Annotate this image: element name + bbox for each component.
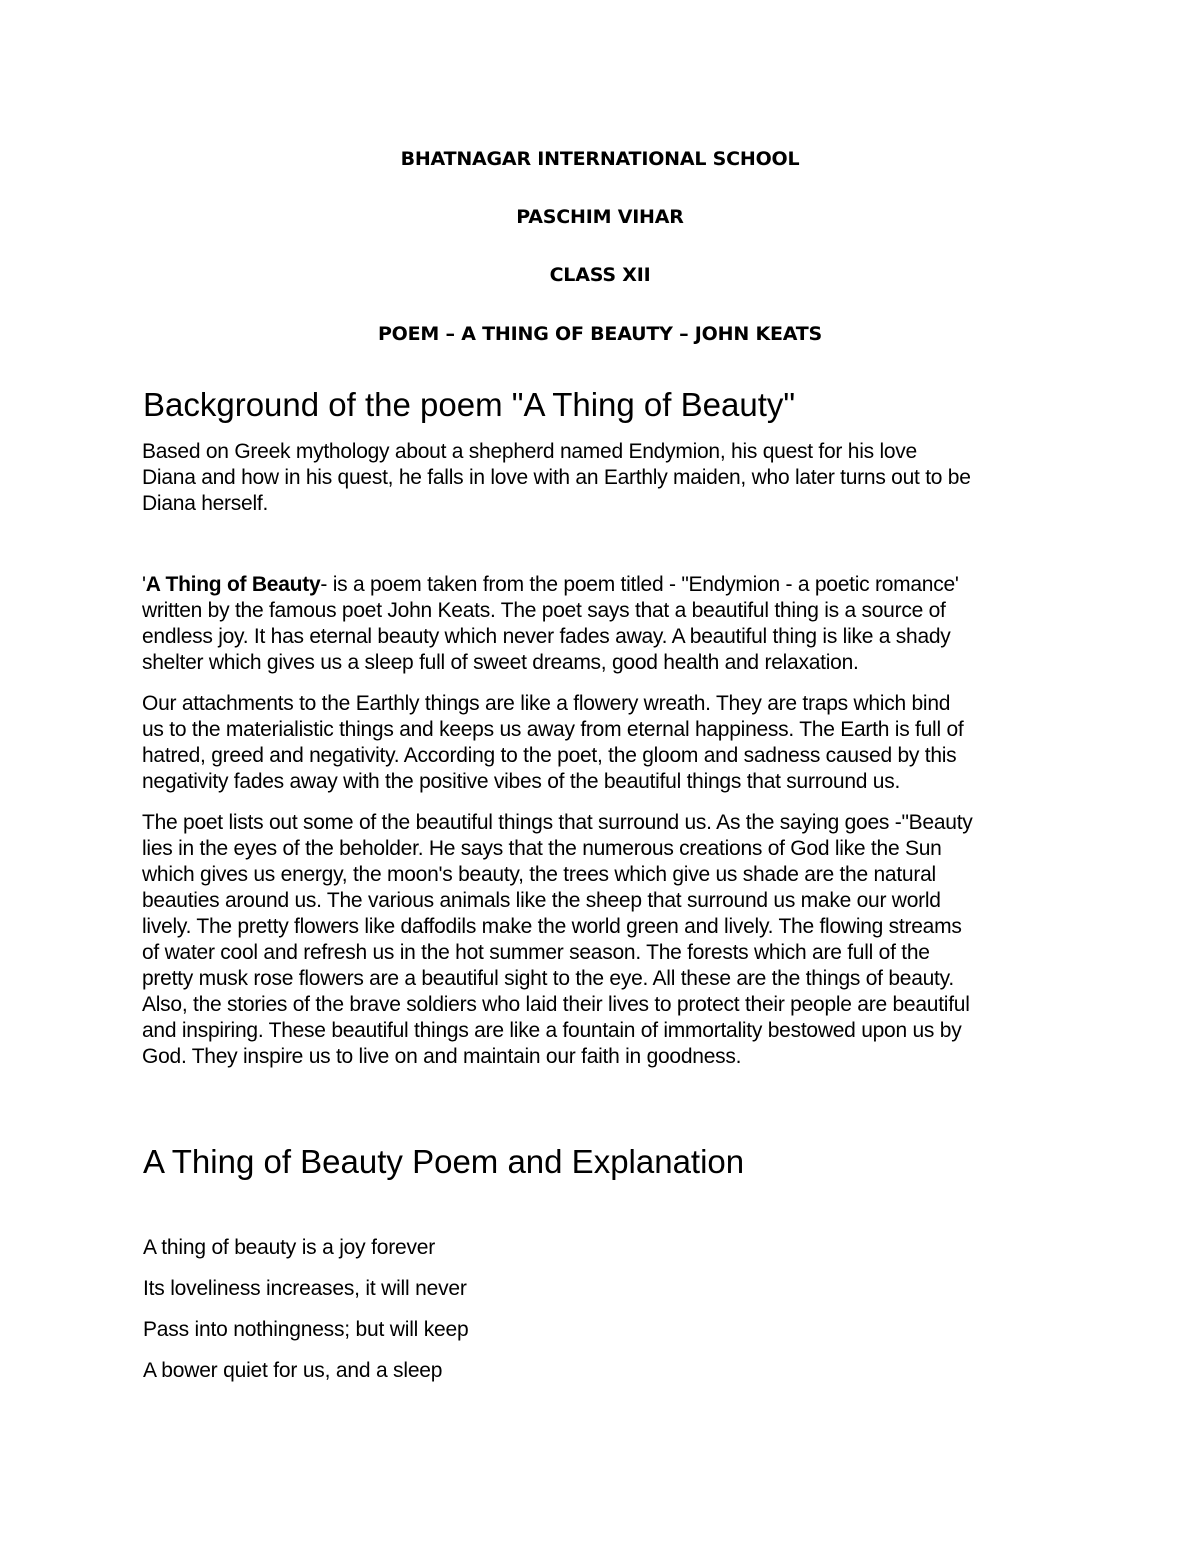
paragraph-line: Based on Greek mythology about a shepherd named Endymion, his quest for his love <box>142 440 917 463</box>
poem-heading: POEM – A THING OF BEAUTY – JOHN KEATS <box>377 323 823 345</box>
paragraph-line: The poet lists out some of the beautiful things that surround us. As the saying goes -"Beauty <box>142 811 973 834</box>
background-paragraph-3 <box>142 810 1067 1070</box>
paragraph-line: lively. The pretty flowers like daffodils make the world green and lively. The flowing streams <box>142 915 962 938</box>
paragraph-line: hatred, greed and negativity. According to the poet, the gloom and sadness caused by this <box>142 744 957 767</box>
class-heading: CLASS XII <box>549 264 651 286</box>
paragraph-line: God. They inspire us to live on and maintain our faith in goodness. <box>142 1045 742 1068</box>
location-heading: PASCHIM VIHAR <box>516 206 684 228</box>
paragraph-line: us to the materialistic things and keeps us away from eternal happiness. The Earth is full of <box>142 718 964 741</box>
paragraph-line: Diana herself. <box>142 492 269 515</box>
paragraph-line-rest: - is a poem taken from the poem titled - "Endymion - a poetic romance' <box>320 573 959 596</box>
poem-line: Its loveliness increases, it will never <box>143 1277 467 1300</box>
background-paragraph-1 <box>142 572 1067 676</box>
paragraph-line: of water cool and refresh us in the hot summer season. The forests which are full of the <box>142 941 930 964</box>
paragraph-line <box>142 572 1067 598</box>
paragraph-line: which gives us energy, the moon's beauty, the trees which give us shade are the natural <box>142 863 936 886</box>
paragraph-line: Our attachments to the Earthly things are like a flowery wreath. They are traps which bind <box>142 692 951 715</box>
school-name-heading: BHATNAGAR INTERNATIONAL SCHOOL <box>400 148 800 170</box>
paragraph-line: endless joy. It has eternal beauty which never fades away. A beautiful thing is like a shady <box>142 625 951 648</box>
explanation-section-title: A Thing of Beauty Poem and Explanation <box>143 1143 745 1180</box>
poem-title-bold: A Thing of Beauty <box>145 573 321 596</box>
background-intro-paragraph <box>142 439 1067 517</box>
paragraph-line: Also, the stories of the brave soldiers who laid their lives to protect their people are beautiful <box>142 993 970 1016</box>
paragraph-line: written by the famous poet John Keats. The poet says that a beautiful thing is a source of <box>142 599 946 622</box>
paragraph-line: pretty musk rose flowers are a beautiful sight to the eye. All these are the things of beauty. <box>142 967 954 990</box>
background-paragraph-2 <box>142 691 1067 795</box>
background-section-title: Background of the poem "A Thing of Beauty" <box>143 386 796 423</box>
paragraph-line: negativity fades away with the positive vibes of the beautiful things that surround us. <box>142 770 901 793</box>
poem-line: A bower quiet for us, and a sleep <box>143 1359 443 1382</box>
paragraph-line: Diana and how in his quest, he falls in love with an Earthly maiden, who later turns out to be <box>142 466 971 489</box>
paragraph-line: beauties around us. The various animals like the sheep that surround us make our world <box>142 889 941 912</box>
paragraph-line: and inspiring. These beautiful things are like a fountain of immortality bestowed upon us by <box>142 1019 962 1042</box>
poem-line: Pass into nothingness; but will keep <box>143 1318 469 1341</box>
paragraph-line: shelter which gives us a sleep full of sweet dreams, good health and relaxation. <box>142 651 859 674</box>
paragraph-line: lies in the eyes of the beholder. He says that the numerous creations of God like the Sun <box>142 837 942 860</box>
poem-line: A thing of beauty is a joy forever <box>143 1236 436 1259</box>
opening-quote: ' <box>142 573 146 596</box>
